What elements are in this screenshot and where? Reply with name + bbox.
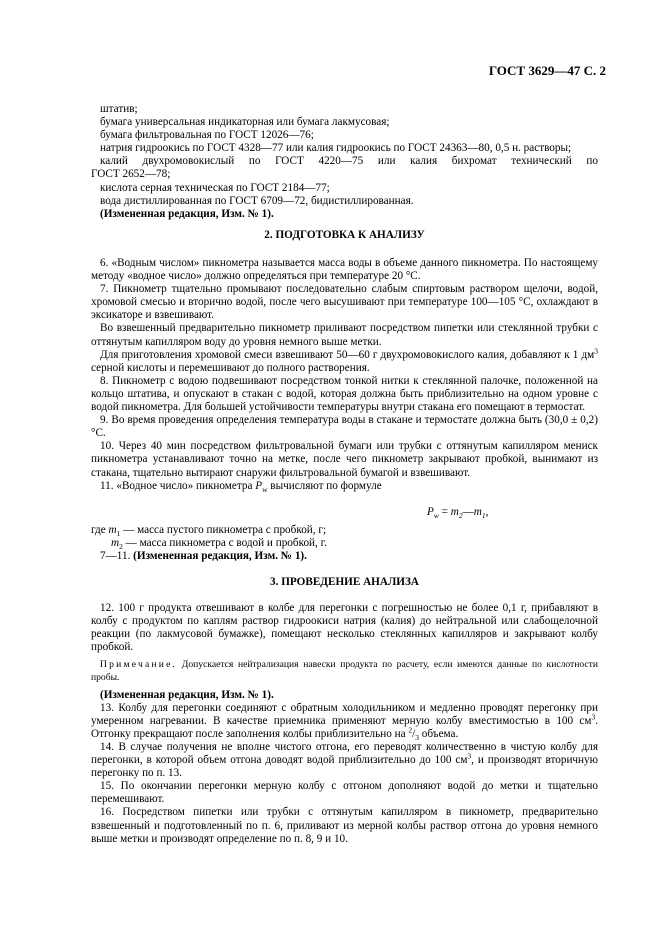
paragraph-9: 9. Во время проведения определения температура воды в стакане и термостате должна быть (30,0 ± 0,2) °С.: [91, 414, 598, 440]
paragraph-7c: Для приготовления хромовой смеси взвешивают 50—60 г двухромовокислого калия, добавляют к 1 $дм^3$ серной кислоты и перемешивают до полного растворения.: [91, 345, 598, 374]
formula-legend: [91, 524, 598, 563]
formula-water-number: $P_w$ = $m_2—m_1$,: [427, 506, 489, 521]
paragraph-7b: Во взвешенный предварительно пикнометр приливают посредством пипетки или стеклянной трубки с оттянутым капилляром воду до уровня немного выше метки.: [91, 322, 598, 348]
revision-note: (Измененная редакция, Изм. № 1).: [100, 207, 274, 220]
paragraph-12: 12. 100 г продукта отвешивают в колбе для перегонки с погрешностью не более 0,1 г, прибавляют в колбу с продуктом по каплям раствор гидроокиси натрия (калия) до нейтральной или слабощелочной реакции (по лакмусовой бумажке), помещают несколько стеклянных капилляров и закрывают колбу пробкой.: [91, 602, 598, 654]
material-item: бумага универсальная индикаторная или бумага лакмусовая;: [100, 116, 390, 129]
page-header: ГОСТ 3629—47 С. 2: [488, 63, 606, 78]
paragraph-10: 10. Через 40 мин посредством фильтровальной бумаги или трубки с оттянутым капилляром мениск пикнометра устанавливают точно на метке, после чего пикнометр закрывают пробкой, вынимают из стакана, тщательно вытирают снаружи фильтровальной бумагой и взвешивают.: [91, 440, 598, 479]
legend-m1: где $m_1$ — масса пустого пикнометра с пробкой, г;: [91, 524, 327, 539]
paragraph-7: 7. Пикнометр тщательно промывают последовательно слабым спиртовым раствором щелочи, водой, хромовой смесью и вторично водой, после чего высушивают при температуре 100—105 °С, охлаждают в эксикаторе и взвешивают.: [91, 283, 598, 322]
material-item: вода дистиллированная по ГОСТ 6709—72, бидистиллированная.: [100, 194, 414, 207]
material-item: штатив;: [100, 103, 138, 115]
revision-note: 7—11. (Измененная редакция, Изм. № 1).: [100, 550, 307, 563]
legend-m2: $m_2$ — масса пикнометра с водой и пробкой, г.: [111, 537, 327, 552]
paragraph-6: 6. «Водным числом» пикнометра называется масса воды в объеме данного пикнометра. По настоящему методу «водное число» должно определяться при температуре 20 °С.: [91, 257, 598, 283]
section-2-body: [91, 257, 598, 493]
paragraph-13: 13. Колбу для перегонки соединяют с обратным холодильником и медленно проводят перегонку при умеренном нагревании. В качестве приемника применяют мерную колбу вместимостью в 100 $см^3$. Отгонку прекращают после заполнения колбы приблизительно на $^2/_3$ объема.: [91, 701, 598, 743]
materials-list: [91, 103, 598, 221]
material-item: натрия гидроокись по ГОСТ 4328—77 или калия гидроокись по ГОСТ 24363—80, 0,5 н. растворы;: [100, 142, 572, 155]
material-item: калий двухромовокислый по ГОСТ 4220—75 или калия бихромат технический по: [100, 155, 598, 168]
section-2-title: 2. ПОДГОТОВКА К АНАЛИЗУ: [264, 229, 425, 241]
section-3-body: [91, 602, 598, 846]
paragraph-8: 8. Пикнометр с водою подвешивают посредством тонкой нитки к стеклянной палочке, положенной на кольцо штатива, и опускают в стакан с водой, которая должна быть приблизительно на одном уровне с водой пикнометра. Для большей устойчивости температуры внутри стакана его помещают в термостат.: [91, 374, 598, 414]
section-3-title: 3. ПРОВЕДЕНИЕ АНАЛИЗА: [270, 576, 419, 588]
note: Примечание. Допускается нейтрализация навески продукта по расчету, если имеются данные по кислотности пробы.: [91, 659, 598, 683]
paragraph-11: 11. «Водное число» пикнометра $P_w$ вычисляют по формуле: [100, 479, 382, 494]
material-item: бумага фильтровальная по ГОСТ 12026—76;: [100, 129, 314, 142]
revision-note: (Измененная редакция, Изм. № 1).: [100, 688, 274, 701]
paragraph-16: 16. Посредством пипетки или трубки с оттянутым капилляром в пикнометр, предварительно взвешенный и подготовленный по п. 6, приливают из мерной колбы раствор отгона до уровня немного выше метки и производят определение по п. 8, 9 и 10.: [91, 806, 598, 845]
material-item: кислота серная техническая по ГОСТ 2184—77;: [100, 181, 330, 194]
paragraph-15: 15. По окончании перегонки мерную колбу с отгоном дополняют водой до метки и тщательно перемешивают.: [91, 780, 598, 806]
material-item: ГОСТ 2652—78;: [91, 168, 171, 181]
paragraph-14: 14. В случае получения не вполне чистого отгона, его переводят количественно в чистую колбу для перегонки, в которой объем отгона доводят водой приблизительно до 100 $см^3$, и производят вторичную перегонку по п. 13.: [91, 740, 598, 780]
